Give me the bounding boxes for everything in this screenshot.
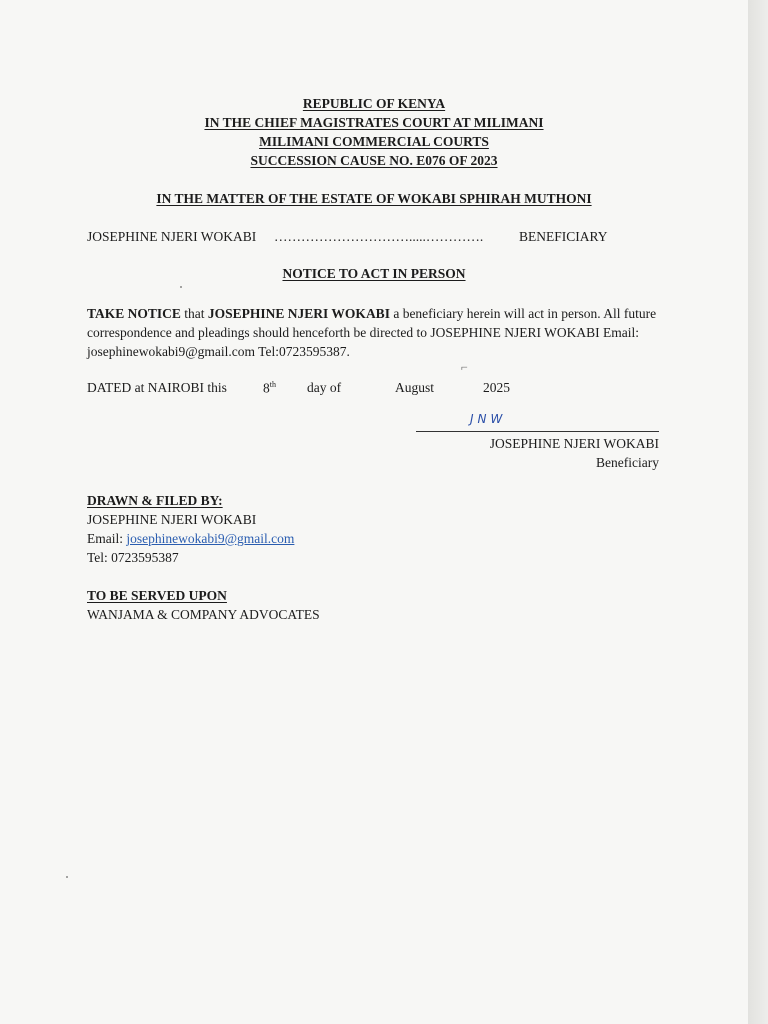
notice-party-name: JOSEPHINE NJERI WOKABI <box>207 306 390 321</box>
scan-edge <box>748 0 768 1024</box>
signature-name: JOSEPHINE NJERI WOKABI <box>489 436 659 451</box>
dated-year: 2025 <box>483 380 510 395</box>
dated-day-of: day of <box>307 380 342 395</box>
drawn-filed-heading: DRAWN & FILED BY: <box>87 493 223 508</box>
header-court: IN THE CHIEF MAGISTRATES COURT AT MILIMANI <box>204 115 544 130</box>
signature-line <box>416 431 659 432</box>
drawn-filed-name: JOSEPHINE NJERI WOKABI <box>87 512 257 527</box>
header-country: REPUBLIC OF KENYA <box>302 96 446 111</box>
matter-title: IN THE MATTER OF THE ESTATE OF WOKABI SPHIRAH MUTHONI <box>156 191 592 206</box>
pen-mark: ⌐ <box>461 360 468 374</box>
signature-initials: JNW <box>470 412 507 426</box>
notice-that: that <box>180 306 208 321</box>
header-cause-number: SUCCESSION CAUSE NO. E076 OF 2023 <box>250 153 498 168</box>
served-heading: TO BE SERVED UPON <box>87 588 227 603</box>
party-dots: ………………………….....…………. <box>274 229 484 244</box>
email-label: Email: <box>87 531 127 546</box>
scan-speck <box>180 286 182 288</box>
scan-speck <box>66 876 68 878</box>
drawn-filed-tel: Tel: 0723595387 <box>87 550 179 565</box>
dated-month: August <box>395 380 435 395</box>
dated-day-number: 8 <box>263 380 270 396</box>
email-link[interactable]: josephinewokabi9@gmail.com <box>126 531 295 546</box>
drawn-filed-email-row <box>87 531 294 547</box>
notice-title: NOTICE TO ACT IN PERSON <box>282 266 466 281</box>
dated-day-suffix: th <box>269 380 276 389</box>
signature-role: Beneficiary <box>596 455 659 470</box>
notice-text: a beneficiary herein will act in person. All future correspondence and pleadings should henceforth be directed to JOSEPHINE NJERI WOKABI Email: josephinewokabi9@gmail.com Tel:0723595387. <box>87 306 657 359</box>
take-notice-label: TAKE NOTICE <box>87 306 181 321</box>
dated-day <box>263 380 276 397</box>
party-role: BENEFICIARY <box>519 229 608 244</box>
header-division: MILIMANI COMMERCIAL COURTS <box>259 134 489 149</box>
served-party: WANJAMA & COMPANY ADVOCATES <box>87 607 320 622</box>
dated-prefix: DATED at NAIROBI this <box>87 380 227 395</box>
notice-paragraph <box>87 304 657 361</box>
party-name: JOSEPHINE NJERI WOKABI <box>87 229 257 244</box>
